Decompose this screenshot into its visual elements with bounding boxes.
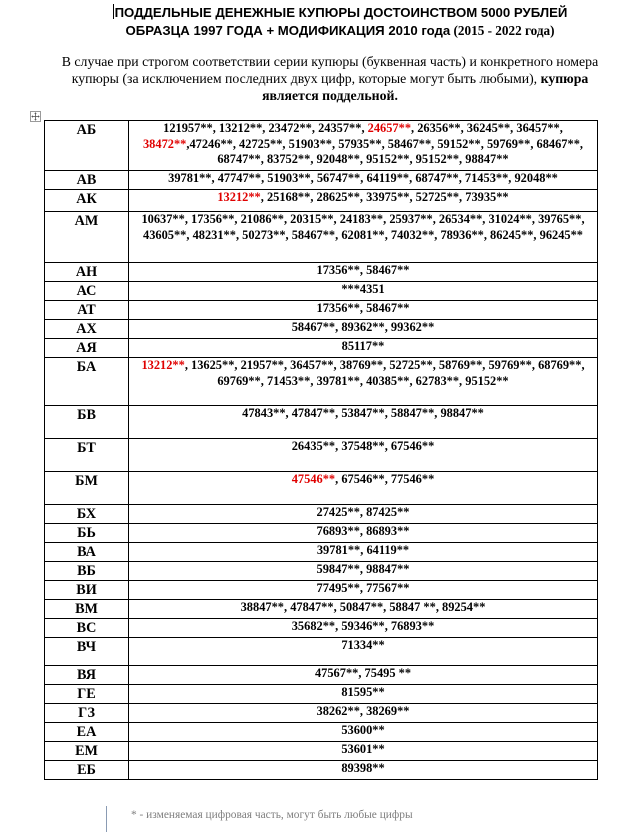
- serial-number: 57935**: [338, 136, 382, 151]
- series-cell: ВМ: [45, 600, 129, 619]
- series-cell: ЕБ: [45, 761, 129, 780]
- highlighted-number: 38472**: [142, 136, 187, 151]
- series-cell: БТ: [45, 439, 129, 472]
- serial-number: 77546**: [390, 472, 435, 486]
- table-row: [45, 263, 598, 282]
- serial-number: 75495 **: [364, 666, 412, 680]
- numbers-cell: [129, 761, 598, 780]
- table-row: [45, 562, 598, 581]
- serial-number: 95152**: [465, 373, 509, 388]
- document-title: [70, 4, 610, 40]
- serial-number: 86245**: [490, 227, 534, 242]
- table-row: [45, 524, 598, 543]
- serial-number: 50847**: [339, 600, 384, 614]
- serial-number: 17356**: [316, 301, 360, 315]
- series-cell: АН: [45, 263, 129, 282]
- serial-number: 58769**: [438, 358, 483, 372]
- series-cell: БВ: [45, 406, 129, 439]
- serial-number: 121957**: [163, 121, 213, 135]
- serial-number: 26356**: [417, 121, 461, 135]
- series-cell: АВ: [45, 171, 129, 190]
- serial-number: 13212**: [218, 121, 263, 135]
- serial-number: 76893**: [316, 524, 360, 538]
- table-row: [45, 666, 598, 685]
- table-row: [45, 301, 598, 320]
- numbers-cell: 10637**, 17356**, 21086**, 20315**, 24183**, 25937**, 26534**, 31024**, 39765**, 43605**, 48231**, 50273**, 58467**, 62081**, 74032**, 78936**, 86245**, 96245**: [129, 212, 598, 263]
- numbers-cell: 76893**, 86893**: [129, 524, 598, 543]
- serial-number: 53600**: [341, 723, 385, 737]
- serial-number: 58467**: [291, 227, 336, 242]
- highlighted-number: 13212**: [141, 358, 185, 372]
- serial-number: 50273**: [242, 227, 286, 242]
- serial-number: 25168**: [266, 190, 311, 204]
- serial-number: 67546**: [390, 439, 435, 453]
- serial-number: 71453**: [464, 171, 509, 185]
- serial-number: 77567**: [366, 581, 410, 595]
- serial-number: 77495**: [316, 581, 360, 595]
- serial-number: 68747**: [217, 152, 261, 166]
- numbers-cell: 17356**, 58467**: [129, 301, 598, 320]
- serial-number: 81595**: [341, 685, 385, 699]
- serial-number: 76893**: [390, 619, 435, 633]
- series-cell: ВБ: [45, 562, 129, 581]
- serial-number: 69769**: [217, 373, 261, 388]
- serial-number: 21957**: [240, 358, 284, 372]
- serial-number: 38847**: [240, 600, 284, 614]
- move-icon[interactable]: [30, 111, 41, 122]
- serial-number: 58467**: [291, 320, 336, 334]
- numbers-cell: 39781**, 47747**, 51903**, 56747**, 64119**, 68747**, 71453**, 92048**: [129, 171, 598, 190]
- table-row: [45, 543, 598, 562]
- serial-number: 58467**: [366, 301, 410, 315]
- serial-number: 92048**: [316, 152, 360, 166]
- table-row: [45, 339, 598, 358]
- serial-number: 25937**: [389, 212, 433, 226]
- serial-number: 89362**: [341, 320, 385, 334]
- table-row: [45, 723, 598, 742]
- numbers-cell: [129, 742, 598, 761]
- serial-number: 98847**: [465, 152, 509, 166]
- serial-number: 87425**: [366, 505, 410, 519]
- numbers-cell: [129, 685, 598, 704]
- table-row: [45, 704, 598, 723]
- serial-number: 39781**: [316, 543, 361, 557]
- table-row: [45, 742, 598, 761]
- serial-number: 71334**: [341, 638, 385, 652]
- table-body: [45, 121, 598, 780]
- table-row: [45, 439, 598, 472]
- numbers-cell: [129, 723, 598, 742]
- numbers-cell: 58467**, 89362**, 99362**: [129, 320, 598, 339]
- footnote: * - изменяемая цифровая часть, могут быть любые цифры: [106, 806, 413, 832]
- serial-number: 86893**: [366, 524, 410, 538]
- serial-number: 39781**: [316, 373, 360, 388]
- serial-number: 71453**: [266, 373, 311, 388]
- table-row: [45, 282, 598, 301]
- serial-number: 59152**: [437, 136, 481, 151]
- series-cell: БЬ: [45, 524, 129, 543]
- serial-number: 53601**: [341, 742, 385, 756]
- serial-number: 64119**: [366, 543, 410, 557]
- serial-number: 39781**: [168, 171, 212, 185]
- serial-number: 64119**: [366, 171, 410, 185]
- serial-number: 21086**: [240, 212, 284, 226]
- numbers-cell: 13212**, 25168**, 28625**, 33975**, 52725**, 73935**: [129, 190, 598, 212]
- numbers-cell: 13212**, 13625**, 21957**, 36457**, 38769**, 52725**, 58769**, 59769**, 68769**, 69769**, 71453**, 39781**, 40385**, 62783**, 95152**: [129, 358, 598, 406]
- serial-number: 43605**: [143, 227, 187, 242]
- serial-number: 68467**: [536, 136, 580, 151]
- title-line-2: ОБРАЗЦА 1997 ГОДА + МОДИФИКАЦИЯ 2010 года (2015 - 2022 года): [125, 23, 555, 38]
- series-cell: ЕМ: [45, 742, 129, 761]
- table-row: [45, 600, 598, 619]
- serial-number: 47246**: [189, 136, 233, 151]
- serial-number: 36457**: [516, 121, 560, 135]
- intro-paragraph: В случае при строгом соответствии серии купюры (буквенная часть) и конкретного номера купюры (за исключением последних двух цифр, которые могут быть любыми), купюра является поддельной.: [61, 54, 599, 103]
- serial-number: 52725**: [389, 358, 433, 372]
- series-cell: АБ: [45, 121, 129, 171]
- serial-number: 24183**: [339, 212, 384, 226]
- numbers-cell: [129, 339, 598, 358]
- serial-number: 47847**: [291, 406, 336, 420]
- serial-number: 78936**: [440, 227, 484, 242]
- serial-number: 38262**: [316, 704, 360, 718]
- serial-number: 95152**: [366, 152, 410, 166]
- series-cell: ГЕ: [45, 685, 129, 704]
- serial-number: 58847**: [390, 406, 435, 420]
- series-cell: БХ: [45, 505, 129, 524]
- serial-number: 48231**: [192, 227, 236, 242]
- table-row: [45, 638, 598, 666]
- series-cell: ВЧ: [45, 638, 129, 666]
- serial-number: 36245**: [466, 121, 511, 135]
- table-row: [45, 171, 598, 190]
- serial-number: 89254**: [442, 600, 486, 614]
- table-row: [45, 619, 598, 638]
- serial-number: 58467**: [387, 136, 432, 151]
- series-cell: БА: [45, 358, 129, 406]
- serial-number: 89398**: [341, 761, 385, 775]
- serial-number: 59847**: [316, 562, 360, 576]
- serial-number: 74032**: [390, 227, 435, 242]
- table-row: [45, 190, 598, 212]
- serial-number: 52725**: [415, 190, 460, 204]
- serial-number: 47847**: [290, 600, 334, 614]
- table-row: [45, 505, 598, 524]
- numbers-cell: [129, 282, 598, 301]
- serial-number: 47843**: [242, 406, 286, 420]
- numbers-cell: 17356**, 58467**: [129, 263, 598, 282]
- numbers-cell: 35682**, 59346**, 76893**: [129, 619, 598, 638]
- serial-number: 39765**: [538, 212, 582, 226]
- serial-number: 56747**: [316, 171, 361, 185]
- series-cell: ГЗ: [45, 704, 129, 723]
- serial-number: 95152**: [415, 152, 460, 166]
- table-row: [45, 121, 598, 171]
- numbers-cell: 26435**, 37548**, 67546**: [129, 439, 598, 472]
- table-row: [45, 581, 598, 600]
- numbers-cell: 39781**, 64119**: [129, 543, 598, 562]
- title-line-1: ПОДДЕЛЬНЫЕ ДЕНЕЖНЫЕ КУПЮРЫ ДОСТОИНСТВОМ 5000 РУБЛЕЙ: [114, 5, 568, 20]
- series-cell: ВЯ: [45, 666, 129, 685]
- series-cell: ВС: [45, 619, 129, 638]
- numbers-cell: 121957**, 13212**, 23472**, 24357**, 24657**, 26356**, 36245**, 36457**, 38472**,47246**, 42725**, 51903**, 57935**, 58467**, 59152**, 59769**, 68467**, 68747**, 83752**, 92048**, 95152**, 95152**, 98847**: [129, 121, 598, 171]
- serial-number: 28625**: [316, 190, 360, 204]
- series-cell: ВА: [45, 543, 129, 562]
- serial-number: 59769**: [486, 136, 531, 151]
- serial-number: 62783**: [415, 373, 460, 388]
- numbers-cell: 47546**, 67546**, 77546**: [129, 472, 598, 505]
- text-cursor: [113, 4, 114, 19]
- serial-number: 31024**: [488, 212, 532, 226]
- numbers-cell: 38847**, 47847**, 50847**, 58847 **, 89254**: [129, 600, 598, 619]
- table-row: [45, 358, 598, 406]
- series-cell: АК: [45, 190, 129, 212]
- counterfeit-table: [44, 120, 598, 780]
- series-cell: АХ: [45, 320, 129, 339]
- serial-number: 40385**: [366, 373, 410, 388]
- series-cell: БМ: [45, 472, 129, 505]
- serial-number: 38769**: [339, 358, 384, 372]
- numbers-cell: 77495**, 77567**: [129, 581, 598, 600]
- highlighted-number: 47546**: [291, 472, 336, 486]
- serial-number: 37548**: [341, 439, 385, 453]
- serial-number: 38269**: [366, 704, 410, 718]
- serial-number: 67546**: [341, 472, 385, 486]
- numbers-cell: 38262**, 38269**: [129, 704, 598, 723]
- serial-number: 47567**: [314, 666, 359, 680]
- serial-number: 62081**: [341, 227, 385, 242]
- serial-number: 98847**: [440, 406, 484, 420]
- serial-number: 17356**: [316, 263, 360, 277]
- serial-number: 85117**: [341, 339, 385, 353]
- serial-number: 23472**: [268, 121, 312, 135]
- serial-number: 92048**: [514, 171, 558, 185]
- highlighted-number: 13212**: [217, 190, 261, 204]
- serial-number: ***4351: [341, 282, 385, 296]
- serial-number: 73935**: [465, 190, 509, 204]
- serial-number: 59769**: [488, 358, 532, 372]
- serial-number: 27425**: [316, 505, 360, 519]
- series-cell: АТ: [45, 301, 129, 320]
- serial-number: 58467**: [366, 263, 410, 277]
- serial-number: 24357**: [318, 121, 362, 135]
- table-row: [45, 685, 598, 704]
- highlighted-number: 24657**: [367, 121, 412, 135]
- series-cell: ВИ: [45, 581, 129, 600]
- serial-number: 68769**: [538, 358, 582, 372]
- serial-number: 20315**: [290, 212, 334, 226]
- serial-number: 68747**: [415, 171, 459, 185]
- series-cell: АЯ: [45, 339, 129, 358]
- series-cell: ЕА: [45, 723, 129, 742]
- numbers-cell: 27425**, 87425**: [129, 505, 598, 524]
- series-cell: АС: [45, 282, 129, 301]
- serial-number: 36457**: [290, 358, 334, 372]
- table-row: [45, 472, 598, 505]
- serial-number: 58847 **: [389, 600, 436, 614]
- serial-number: 17356**: [191, 212, 235, 226]
- serial-number: 83752**: [266, 152, 311, 166]
- serial-number: 33975**: [366, 190, 410, 204]
- serial-number: 99362**: [390, 320, 435, 334]
- serial-number: 51903**: [288, 136, 332, 151]
- serial-number: 96245**: [539, 227, 583, 242]
- serial-number: 98847**: [366, 562, 410, 576]
- serial-number: 47747**: [217, 171, 262, 185]
- serial-number: 26534**: [438, 212, 483, 226]
- table-row: [45, 212, 598, 263]
- numbers-cell: 59847**, 98847**: [129, 562, 598, 581]
- series-cell: АМ: [45, 212, 129, 263]
- table-row: [45, 406, 598, 439]
- table-row: [45, 761, 598, 780]
- serial-number: 13625**: [191, 358, 235, 372]
- serial-number: 26435**: [291, 439, 336, 453]
- table-row: [45, 320, 598, 339]
- numbers-cell: 47843**, 47847**, 53847**, 58847**, 98847**: [129, 406, 598, 439]
- serial-number: 51903**: [267, 171, 311, 185]
- serial-number: 10637**: [141, 212, 185, 226]
- serial-number: 53847**: [341, 406, 385, 420]
- numbers-cell: [129, 638, 598, 666]
- serial-number: 59346**: [341, 619, 385, 633]
- serial-number: 42725**: [239, 136, 283, 151]
- numbers-cell: 47567**, 75495 **: [129, 666, 598, 685]
- serial-number: 35682**: [291, 619, 336, 633]
